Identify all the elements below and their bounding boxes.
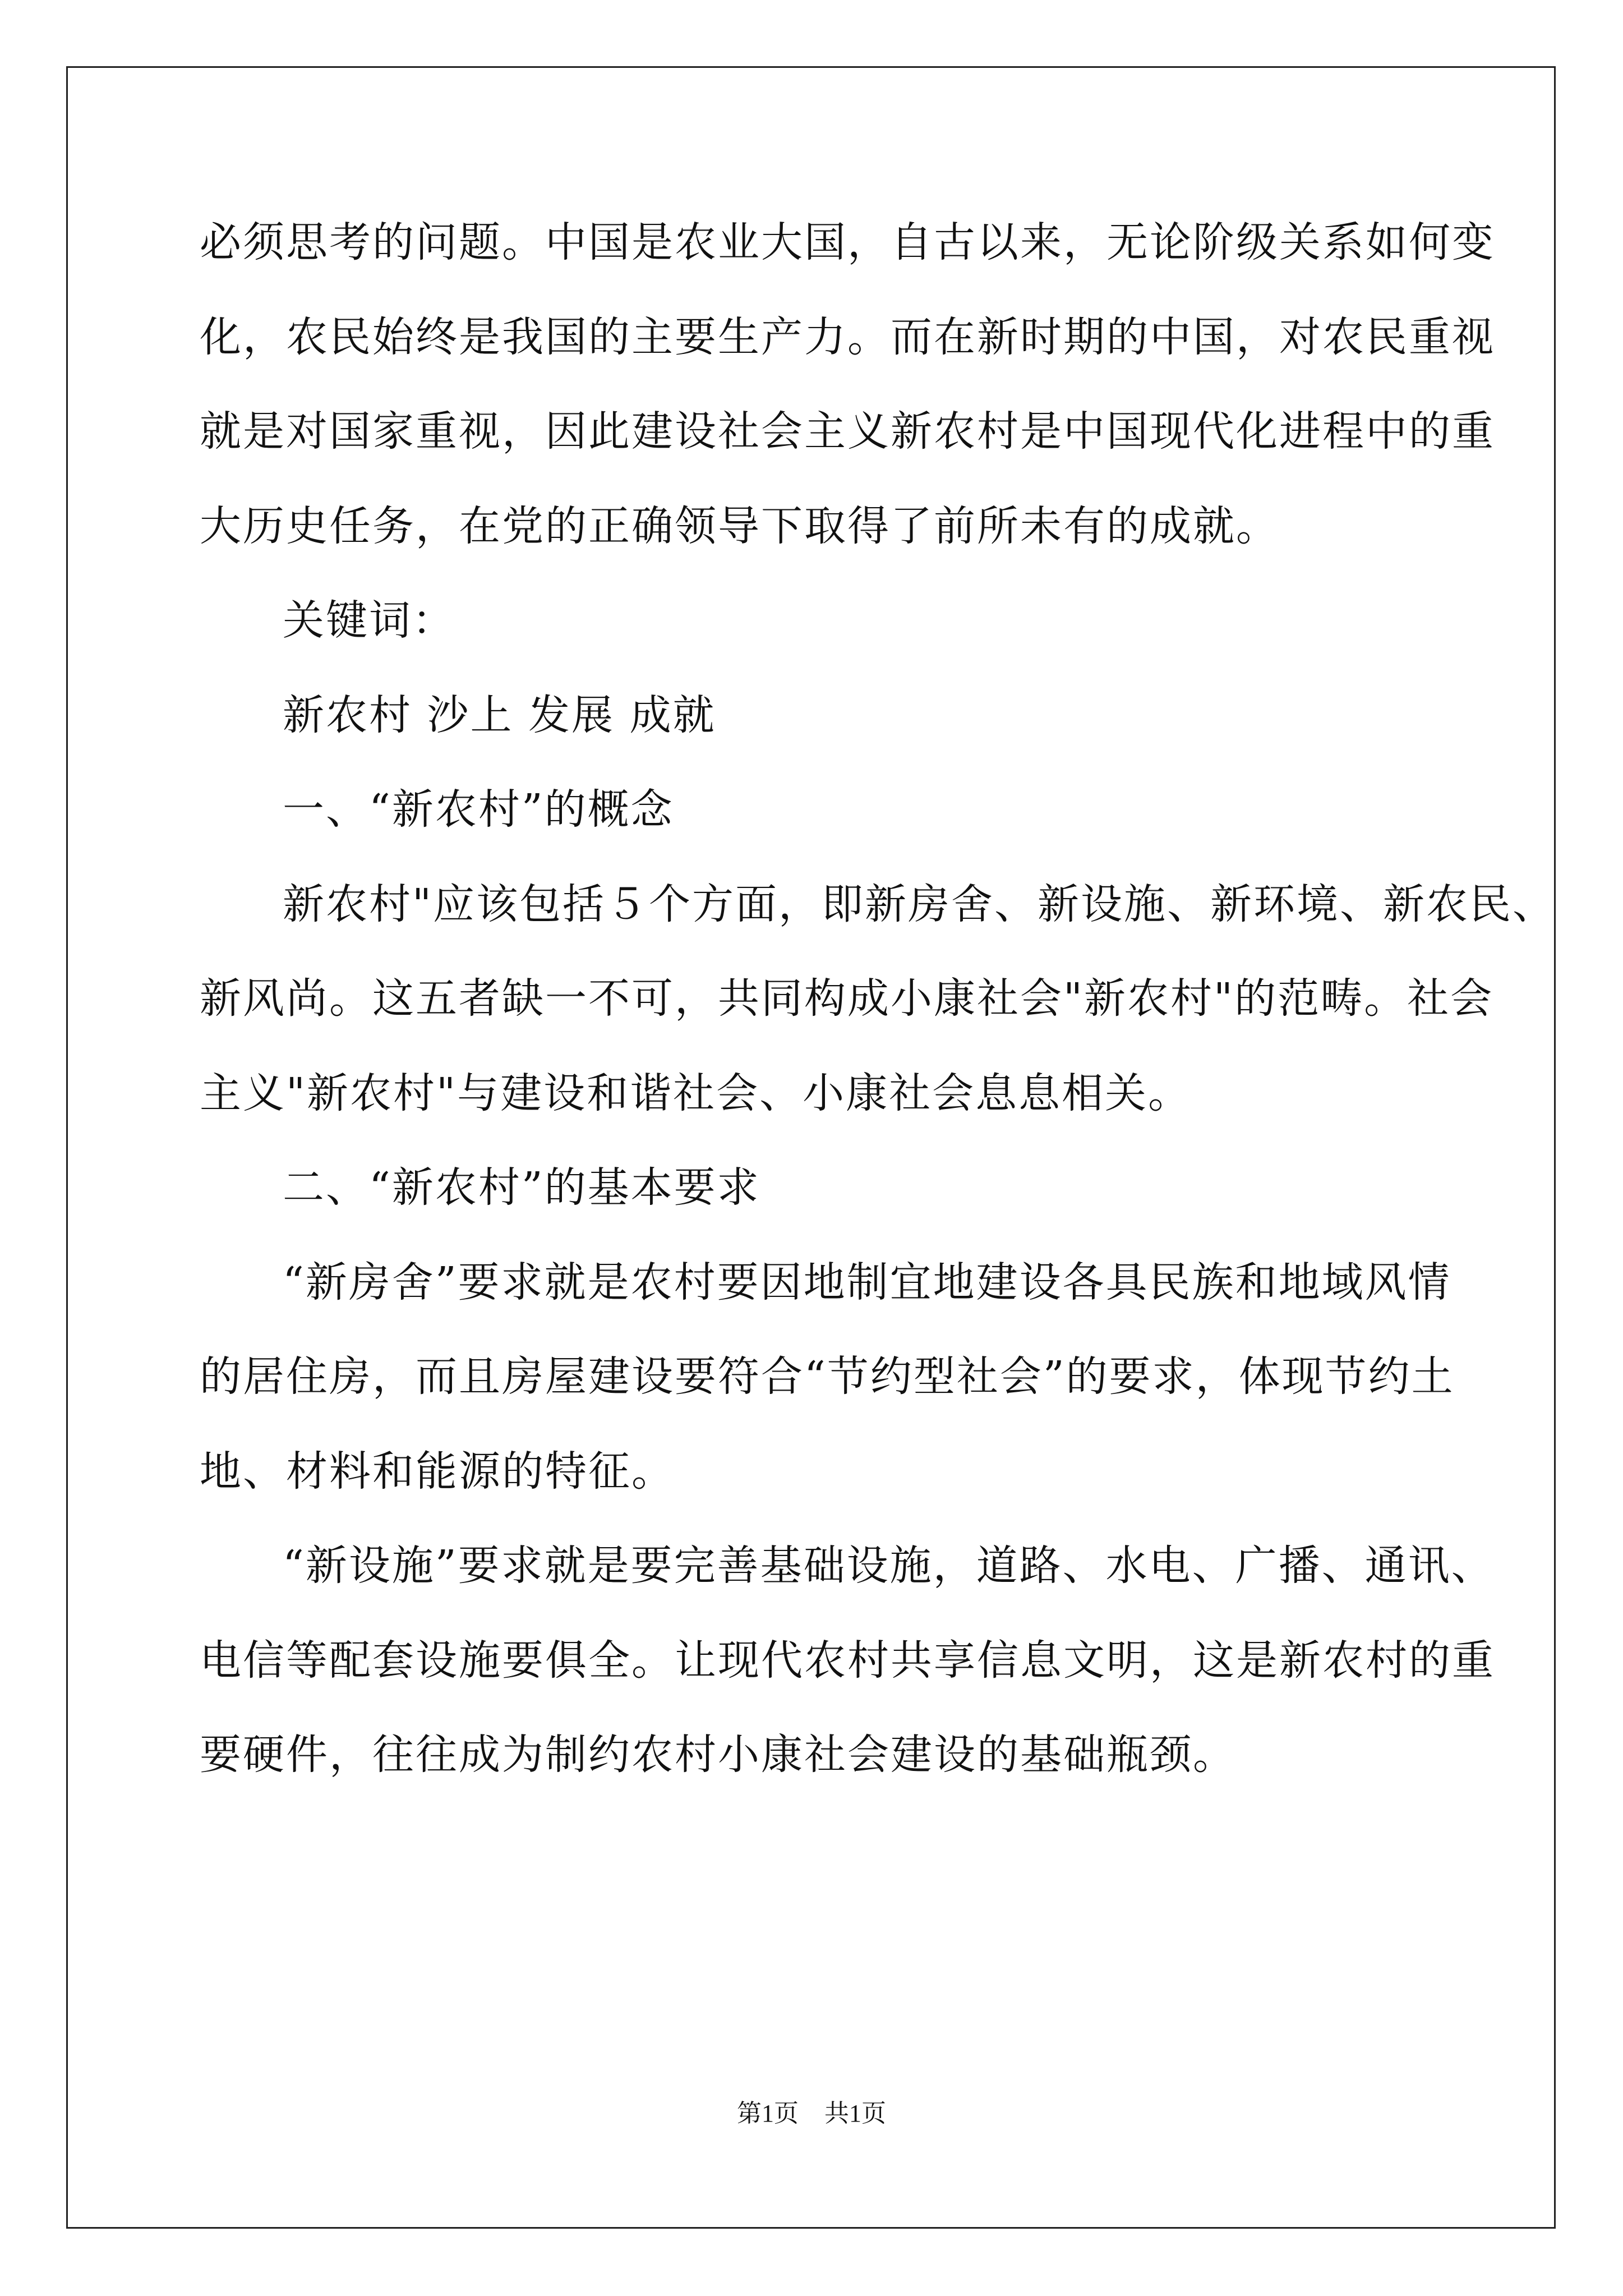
text-line: 就是对国家重视，因此建设社会主义新农村是中国现代化进程中的重 [200,407,1495,455]
text-line: 主义"新农村"与建设和谐社会、小康社会息息相关。 [200,1069,1192,1117]
text-line: 新农村"应该包括５个方面，即新房舍、新设施、新环境、新农民、 [283,880,1556,928]
text-line: 必须思考的问题。中国是农业大国，自古以来，无论阶级关系如何变 [200,218,1495,266]
keywords-label: 关键词： [283,596,455,645]
text-line: 大历史任务，在党的正确领导下取得了前所未有的成就。 [200,501,1279,550]
text-line: 地、材料和能源的特征。 [200,1447,675,1496]
text-line: 电信等配套设施要俱全。让现代农村共享信息文明，这是新农村的重 [200,1636,1495,1685]
page-footer [0,2097,1623,2131]
text-line: “新房舍”要求就是农村要因地制宜地建设各具民族和地域风情 [283,1258,1451,1306]
total-pages: 共1页 [824,2100,886,2127]
section-heading-concept: 一、“新农村”的概念 [283,785,674,834]
document-body [200,214,1556,1821]
text-line: “新设施”要求就是要完善基础设施，道路、水电、广播、通讯、 [283,1542,1495,1590]
page-number: 第1页 [737,2100,799,2127]
text-line: 新风尚。这五者缺一不可，共同构成小康社会"新农村"的范畴。社会 [200,974,1494,1023]
keywords-list: 新农村 沙上 发展 成就 [283,691,716,739]
text-line: 的居住房，而且房屋建设要符合“节约型社会”的要求，体现节约土 [200,1352,1455,1401]
text-line: 要硬件，往往成为制约农村小康社会建设的基础瓶颈。 [200,1731,1236,1779]
text-line: 化，农民始终是我国的主要生产力。而在新时期的中国，对农民重视 [200,312,1495,361]
section-heading-requirements: 二、“新农村”的基本要求 [283,1163,760,1212]
